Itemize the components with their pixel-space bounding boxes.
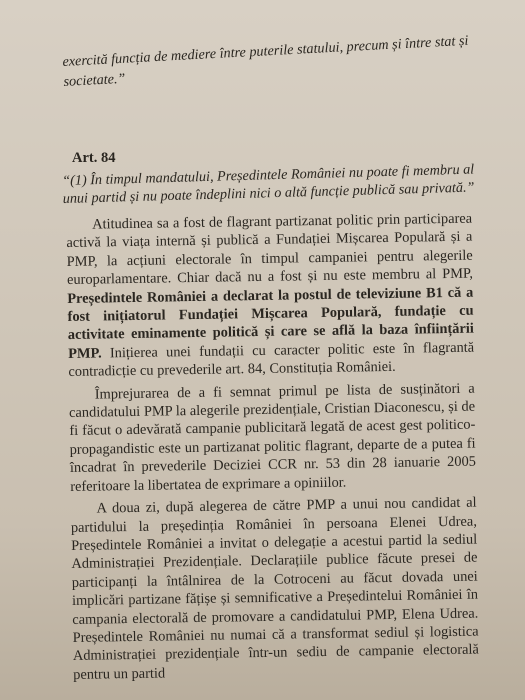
paragraph-1-text-start: Atitudinea sa a fost de flagrant partizanat politic prin participarea activă la viața internă și publică a Fundației Mișcarea Populară și a PMP, la acțiuni electorale în timpul campaniei pentru alegerile europarlamentare. Chiar dacă nu a fost și nu este membru al PMP, xyxy=(66,210,474,289)
paragraph-2: Împrejurarea de a fi semnat primul pe lista de susținători a candidatului PMP la alegerile prezidențiale, Cristian Diaconescu, și de fi făcut o adevărată campanie publicitară legată de acest gest politico-propagandistic este un partizanat politic flagrant, departe de a putea fi încadrat în prevederile Deciziei CCR nr. 53 din 28 ianuarie 2005 referitoare la libertatea de exprimare a opiniilor. xyxy=(68,380,477,495)
paragraph-1-text-end: Inițierea unei fundații cu caracter politic este în flagrantă contradicție cu prevederile art. 84, Constituția României. xyxy=(68,339,475,381)
article-quote: “(1) În timpul mandatului, Președintele României nu poate fi membru al unui partid și nu poate îndeplini nici o altă funcție publică sau privată.” xyxy=(62,161,475,207)
paragraph-3: A doua zi, după alegerea de către PMP a unui nou candidat al partidului la președinția României în persoana Elenei Udrea, Președintele României a invitat o delegație a acestui partid la sediul Administrației Prezidențiale. Declarațiile publice făcute presei de participanți la întâlnirea de la Cotroceni au făcut dovada unei implicări partizane fățișe și semnificative a Președintelui României în campania electorală de promovare a candidatului PMP, Elena Udrea. Președintele României nu numai că a transformat sediul și logistica Administrației prezidențiale într-un sediu de campanie electorală pentru un partid xyxy=(70,494,479,683)
preceding-quote-text: exercită funcția de mediere între puterile statului, precum și între stat și societate.” xyxy=(62,32,469,90)
body-text xyxy=(66,210,479,688)
paragraph-1-bold-statement: Președintele României a declarat la postul de televiziune B1 că a fost inițiatorul Fundației Mișcarea Populară, fundație cu activitate eminamente politică și care se află la baza înființării PMP. xyxy=(67,284,474,362)
article-heading: Art. 84 xyxy=(72,150,116,166)
paragraph-1 xyxy=(66,210,475,382)
